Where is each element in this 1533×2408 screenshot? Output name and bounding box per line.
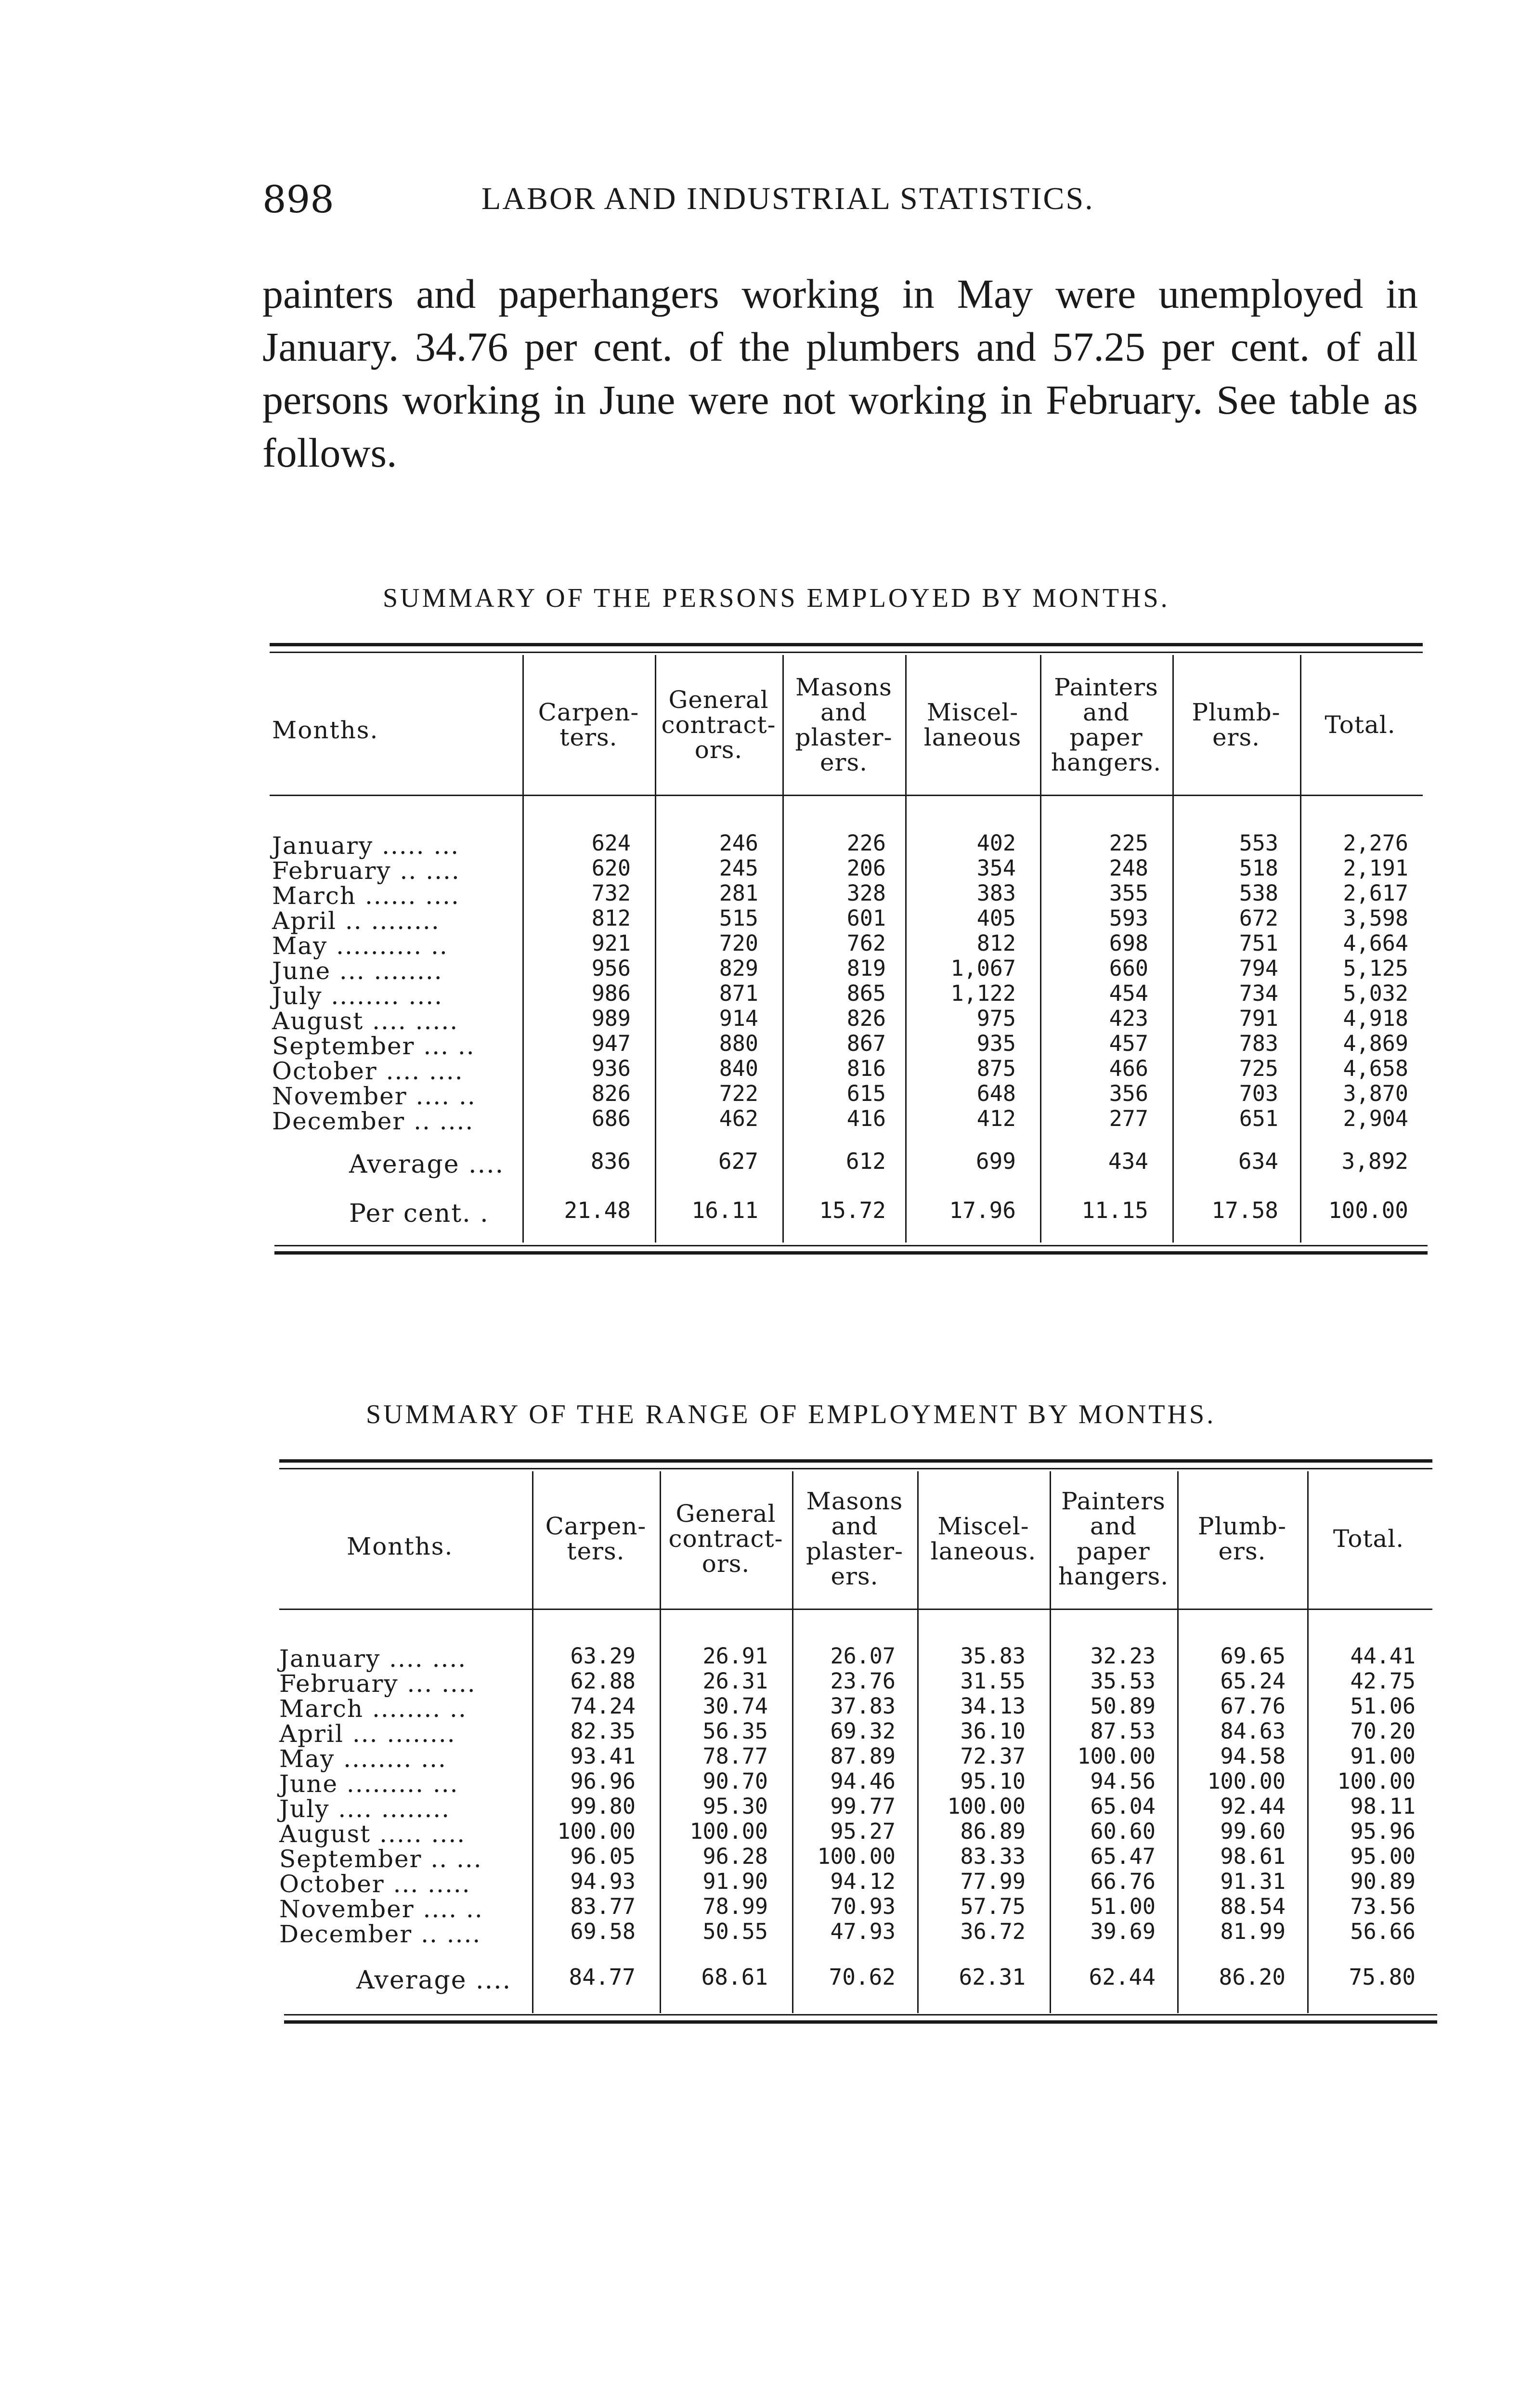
t1-cell: 277	[1109, 1106, 1148, 1131]
t2-cell: 51.00	[1090, 1894, 1156, 1919]
t2-cell: 35.53	[1090, 1668, 1156, 1694]
table1-top-rule	[270, 643, 1423, 646]
t1-cell: 2,904	[1343, 1106, 1408, 1131]
t2-month-label: June ......... ...	[279, 1770, 459, 1798]
t2-cell: 42.75	[1350, 1668, 1416, 1694]
t2-cell: 92.44	[1220, 1793, 1286, 1819]
t1-pct-painters-paperhangers: 11.15	[1081, 1197, 1148, 1223]
t2-column-carpenters	[510, 1644, 636, 1944]
t1-avg-total: 3,892	[1341, 1148, 1408, 1174]
t2-cell: 100.00	[947, 1793, 1026, 1819]
t1-cell: 354	[976, 855, 1016, 881]
t2-cell: 51.06	[1350, 1693, 1416, 1719]
t2-cell: 62.88	[570, 1668, 636, 1694]
t1-cell: 328	[846, 880, 886, 906]
t1-cell: 245	[719, 855, 758, 881]
t2-cell: 100.00	[689, 1819, 768, 1844]
t2-month-label: January .... ....	[279, 1645, 467, 1673]
t1-header-painters-paperhangers-line: hangers.	[1051, 748, 1162, 776]
t2-cell: 30.74	[702, 1693, 768, 1719]
t2-cell: 23.76	[830, 1668, 896, 1694]
t1-cell: 865	[846, 981, 886, 1006]
t1-header-painters-paperhangers-line: and	[1082, 698, 1130, 726]
t2-header-general-contractors-line: contract-	[668, 1525, 783, 1553]
t1-cell: 734	[1239, 981, 1278, 1006]
t2-month-label: April ... ........	[279, 1720, 456, 1748]
t1-month-label: March ...... ....	[272, 882, 460, 910]
t1-cell: 812	[976, 930, 1016, 956]
t2-cell: 35.83	[960, 1643, 1026, 1669]
t2-header-carpenters-line: ters.	[567, 1537, 625, 1565]
t2-header-painters-paperhangers-line: hangers.	[1058, 1562, 1169, 1590]
t2-header-masons-plasterers-line: ers.	[831, 1562, 879, 1590]
table2-top-rule-thin	[279, 1468, 1432, 1469]
t2-header-general-contractors-line: ors.	[702, 1550, 750, 1578]
t2-cell: 94.12	[830, 1869, 896, 1894]
t1-month-label: June ... ........	[272, 957, 443, 985]
t1-cell: 5,032	[1343, 981, 1408, 1006]
t2-cell: 56.35	[702, 1718, 768, 1744]
running-title: LABOR AND INDUSTRIAL STATISTICS.	[481, 181, 1094, 216]
t1-month-label: November .... ..	[272, 1082, 476, 1110]
table1-bottom-rule	[274, 1251, 1428, 1255]
t2-cell: 47.93	[830, 1919, 896, 1944]
t2-cell: 44.41	[1350, 1643, 1416, 1669]
t1-cell: 651	[1239, 1106, 1278, 1131]
t1-cell: 593	[1109, 905, 1148, 931]
t2-cell: 65.47	[1090, 1844, 1156, 1869]
t2-cell: 78.99	[702, 1894, 768, 1919]
t2-cell: 39.69	[1090, 1919, 1156, 1944]
t1-cell: 751	[1239, 930, 1278, 956]
t1-cell: 840	[719, 1056, 758, 1081]
t1-column-plumbers	[1153, 831, 1278, 1131]
t1-header-plumbers	[1172, 700, 1300, 750]
t1-header-masons-plasterers	[782, 675, 905, 775]
t2-header-carpenters	[532, 1514, 660, 1564]
t2-cell: 99.60	[1220, 1819, 1286, 1844]
t1-header-painters-paperhangers	[1040, 675, 1172, 775]
t1-column-painters-paperhangers	[1023, 831, 1148, 1131]
t1-cell: 462	[719, 1106, 758, 1131]
t1-month-label: April .. ........	[272, 907, 440, 935]
t2-cell: 26.31	[702, 1668, 768, 1694]
t1-cell: 829	[719, 955, 758, 981]
t1-cell: 826	[591, 1081, 631, 1106]
t2-header-masons-plasterers-line: plaster-	[806, 1537, 903, 1565]
t1-cell: 703	[1239, 1081, 1278, 1106]
t1-cell: 660	[1109, 955, 1148, 981]
t2-cell: 37.83	[830, 1693, 896, 1719]
t1-cell: 956	[591, 955, 631, 981]
t1-cell: 871	[719, 981, 758, 1006]
table2-months-column	[279, 1646, 483, 1947]
t1-cell: 989	[591, 1006, 631, 1031]
table1-title: SUMMARY OF THE PERSONS EMPLOYED BY MONTHS.	[383, 583, 1170, 613]
t2-header-painters-paperhangers-line: paper	[1077, 1537, 1150, 1565]
t1-cell: 3,598	[1343, 905, 1408, 931]
t2-avg-plumbers: 86.20	[1219, 1964, 1286, 1990]
t1-cell: 412	[976, 1106, 1016, 1131]
t1-cell: 875	[976, 1056, 1016, 1081]
t2-header-painters-paperhangers-line: Painters	[1061, 1487, 1166, 1515]
t1-cell: 615	[846, 1081, 886, 1106]
table1-average-label: Average ....	[349, 1150, 505, 1179]
t2-cell: 72.37	[960, 1743, 1026, 1769]
t1-avg-masons-plasterers: 612	[845, 1148, 886, 1174]
t2-cell: 81.99	[1220, 1919, 1286, 1944]
t2-header-total-line: Total.	[1333, 1525, 1404, 1553]
t2-cell: 93.41	[570, 1743, 636, 1769]
t2-column-miscellaneous	[900, 1644, 1026, 1944]
t2-month-label: September .. ...	[279, 1845, 482, 1873]
t1-cell: 416	[846, 1106, 886, 1131]
t1-month-label: January ..... ...	[272, 832, 460, 860]
t2-cell: 31.55	[960, 1668, 1026, 1694]
t1-header-masons-plasterers-line: Masons	[795, 673, 892, 701]
t1-column-total	[1283, 831, 1408, 1131]
t1-header-carpenters-line: Carpen-	[538, 698, 639, 726]
table2-bottom-rule-thin	[284, 2014, 1437, 2015]
t1-month-label: July ........ ....	[272, 982, 443, 1010]
t1-cell: 698	[1109, 930, 1148, 956]
t2-header-total	[1307, 1526, 1430, 1551]
t1-header-general-contractors-line: contract-	[661, 711, 776, 739]
t2-column-general-contractors	[643, 1644, 768, 1944]
t1-cell: 794	[1239, 955, 1278, 981]
t2-cell: 98.11	[1350, 1793, 1416, 1819]
t2-cell: 70.20	[1350, 1718, 1416, 1744]
t2-cell: 26.07	[830, 1643, 896, 1669]
t1-pct-miscellaneous: 17.96	[949, 1197, 1016, 1223]
t1-avg-general-contractors: 627	[718, 1148, 758, 1174]
t2-cell: 87.89	[830, 1743, 896, 1769]
t1-cell: 355	[1109, 880, 1148, 906]
t2-cell: 95.96	[1350, 1819, 1416, 1844]
table2-bottom-rule	[284, 2020, 1437, 2024]
t1-month-label: September ... ..	[272, 1032, 475, 1060]
t2-header-general-contractors-line: General	[676, 1500, 776, 1528]
t2-avg-painters-paperhangers: 62.44	[1089, 1964, 1156, 1990]
t1-avg-painters-paperhangers: 434	[1108, 1148, 1148, 1174]
t2-cell: 94.58	[1220, 1743, 1286, 1769]
t2-cell: 100.00	[1337, 1768, 1416, 1794]
t1-pct-carpenters: 21.48	[564, 1197, 631, 1223]
t2-header-plumbers-line: ers.	[1218, 1537, 1266, 1565]
table2-average-label: Average ....	[356, 1966, 512, 1995]
t1-cell: 553	[1239, 830, 1278, 856]
t1-cell: 620	[591, 855, 631, 881]
t2-cell: 67.76	[1220, 1693, 1286, 1719]
t2-avg-general-contractors: 68.61	[701, 1964, 768, 1990]
t1-month-label: May .......... ..	[272, 932, 448, 960]
t2-month-label: May ........ ...	[279, 1745, 447, 1773]
t2-cell: 94.46	[830, 1768, 896, 1794]
t1-cell: 975	[976, 1006, 1016, 1031]
t1-cell: 935	[976, 1031, 1016, 1056]
t1-cell: 538	[1239, 880, 1278, 906]
t1-cell: 914	[719, 1006, 758, 1031]
t1-cell: 405	[976, 905, 1016, 931]
t2-header-masons-plasterers	[792, 1489, 917, 1589]
t2-cell: 91.00	[1350, 1743, 1416, 1769]
t1-cell: 4,658	[1343, 1056, 1408, 1081]
t1-cell: 986	[591, 981, 631, 1006]
t1-cell: 1,067	[950, 955, 1016, 981]
t1-cell: 601	[846, 905, 886, 931]
t2-header-plumbers	[1177, 1514, 1307, 1564]
t2-header-miscellaneous-line: Miscel-	[937, 1512, 1029, 1540]
t2-column-masons-plasterers	[770, 1644, 896, 1944]
t2-cell: 100.00	[1207, 1768, 1286, 1794]
t2-month-label: February ... ....	[279, 1670, 476, 1698]
t1-cell: 826	[846, 1006, 886, 1031]
t2-cell: 100.00	[1077, 1743, 1156, 1769]
t1-cell: 2,617	[1343, 880, 1408, 906]
t1-cell: 921	[591, 930, 631, 956]
t1-header-masons-plasterers-line: plaster-	[795, 723, 893, 751]
t1-cell: 457	[1109, 1031, 1148, 1056]
table2-top-rule	[279, 1459, 1432, 1463]
t1-header-painters-paperhangers-line: Painters	[1054, 673, 1158, 701]
t2-cell: 69.58	[570, 1919, 636, 1944]
t2-header-miscellaneous	[917, 1514, 1050, 1564]
t2-cell: 56.66	[1350, 1919, 1416, 1944]
t1-cell: 206	[846, 855, 886, 881]
t1-cell: 4,918	[1343, 1006, 1408, 1031]
t1-avg-carpenters: 836	[590, 1148, 631, 1174]
t1-cell: 783	[1239, 1031, 1278, 1056]
t2-cell: 100.00	[557, 1819, 636, 1844]
t2-cell: 90.70	[702, 1768, 768, 1794]
t1-pct-general-contractors: 16.11	[691, 1197, 758, 1223]
t2-header-general-contractors	[660, 1501, 792, 1576]
table1-percent-label: Per cent. .	[349, 1199, 489, 1228]
t2-month-label: March ........ ..	[279, 1695, 467, 1723]
t1-cell: 3,870	[1343, 1081, 1408, 1106]
t1-header-plumbers-line: Plumb-	[1192, 698, 1281, 726]
t2-header-plumbers-line: Plumb-	[1197, 1512, 1287, 1540]
t2-cell: 99.77	[830, 1793, 896, 1819]
t1-cell: 686	[591, 1106, 631, 1131]
t2-cell: 26.91	[702, 1643, 768, 1669]
t1-cell: 454	[1109, 981, 1148, 1006]
t2-header-painters-paperhangers	[1050, 1489, 1177, 1589]
t1-cell: 722	[719, 1081, 758, 1106]
t1-header-plumbers-line: ers.	[1212, 723, 1260, 751]
t1-header-total	[1300, 712, 1420, 737]
t1-month-label: December .. ....	[272, 1107, 474, 1135]
t2-cell: 91.31	[1220, 1869, 1286, 1894]
t1-header-painters-paperhangers-line: paper	[1069, 723, 1143, 751]
t1-cell: 762	[846, 930, 886, 956]
t2-cell: 78.77	[702, 1743, 768, 1769]
t1-header-general-contractors-line: ors.	[694, 736, 743, 764]
t1-cell: 812	[591, 905, 631, 931]
t1-header-masons-plasterers-line: ers.	[819, 748, 868, 776]
t2-cell: 65.24	[1220, 1668, 1286, 1694]
t1-cell: 672	[1239, 905, 1278, 931]
t1-cell: 518	[1239, 855, 1278, 881]
intro-paragraph: painters and paperhangers working in May were unemployed in January. 34.76 per cent. of the plumbers and 57.25 per cent. of all persons working in June were not working in February. See table as follows.	[262, 271, 1418, 476]
t2-cell: 91.90	[702, 1869, 768, 1894]
t2-avg-carpenters: 84.77	[569, 1964, 636, 1990]
t2-avg-masons-plasterers: 70.62	[829, 1964, 896, 1990]
t2-cell: 94.56	[1090, 1768, 1156, 1794]
t1-cell: 5,125	[1343, 955, 1408, 981]
t2-month-label: August ..... ....	[279, 1820, 466, 1848]
t1-avg-miscellaneous: 699	[975, 1148, 1016, 1174]
t1-cell: 248	[1109, 855, 1148, 881]
t1-cell: 246	[719, 830, 758, 856]
t1-cell: 383	[976, 880, 1016, 906]
t1-cell: 725	[1239, 1056, 1278, 1081]
t1-cell: 791	[1239, 1006, 1278, 1031]
page-number: 898	[262, 178, 334, 222]
t1-cell: 816	[846, 1056, 886, 1081]
t2-cell: 60.60	[1090, 1819, 1156, 1844]
t2-cell: 95.30	[702, 1793, 768, 1819]
t1-cell: 225	[1109, 830, 1148, 856]
table1-bottom-rule-thin	[274, 1245, 1428, 1246]
t1-cell: 2,191	[1343, 855, 1408, 881]
t2-cell: 94.93	[570, 1869, 636, 1894]
t1-header-masons-plasterers-line: and	[820, 698, 868, 726]
table2-months-header: Months.	[347, 1532, 454, 1560]
t1-cell: 1,122	[950, 981, 1016, 1006]
t2-cell: 50.55	[702, 1919, 768, 1944]
t1-cell: 4,869	[1343, 1031, 1408, 1056]
t2-cell: 32.23	[1090, 1643, 1156, 1669]
t2-month-label: December .. ....	[279, 1920, 481, 1948]
t1-cell: 732	[591, 880, 631, 906]
t2-header-carpenters-line: Carpen-	[545, 1512, 647, 1540]
table1-months-header: Months.	[272, 716, 379, 744]
t1-cell: 4,664	[1343, 930, 1408, 956]
t1-cell: 356	[1109, 1081, 1148, 1106]
t2-cell: 57.75	[960, 1894, 1026, 1919]
t2-cell: 82.35	[570, 1718, 636, 1744]
t2-header-masons-plasterers-line: and	[831, 1512, 878, 1540]
t2-column-painters-paperhangers	[1030, 1644, 1156, 1944]
t2-cell: 70.93	[830, 1894, 896, 1919]
t2-cell: 83.33	[960, 1844, 1026, 1869]
t2-header-painters-paperhangers-line: and	[1090, 1512, 1137, 1540]
t1-pct-masons-plasterers: 15.72	[819, 1197, 886, 1223]
t2-cell: 69.65	[1220, 1643, 1286, 1669]
t1-cell: 867	[846, 1031, 886, 1056]
t2-month-label: October ... .....	[279, 1870, 471, 1898]
t1-cell: 281	[719, 880, 758, 906]
t1-cell: 423	[1109, 1006, 1148, 1031]
t2-cell: 83.77	[570, 1894, 636, 1919]
t2-cell: 86.89	[960, 1819, 1026, 1844]
t1-cell: 936	[591, 1056, 631, 1081]
t2-cell: 74.24	[570, 1693, 636, 1719]
t1-header-general-contractors-line: General	[668, 686, 769, 714]
t2-cell: 36.72	[960, 1919, 1026, 1944]
t1-header-carpenters-line: ters.	[559, 723, 618, 751]
t2-cell: 77.99	[960, 1869, 1026, 1894]
t2-header-masons-plasterers-line: Masons	[806, 1487, 903, 1515]
t2-cell: 69.32	[830, 1718, 896, 1744]
t1-month-label: October .... ....	[272, 1057, 464, 1085]
t1-column-carpenters	[506, 831, 631, 1131]
t2-cell: 100.00	[817, 1844, 896, 1869]
t2-column-plumbers	[1160, 1644, 1286, 1944]
t1-cell: 466	[1109, 1056, 1148, 1081]
t1-cell: 515	[719, 905, 758, 931]
t2-cell: 63.29	[570, 1643, 636, 1669]
t1-cell: 2,276	[1343, 830, 1408, 856]
t2-cell: 50.89	[1090, 1693, 1156, 1719]
t2-header-miscellaneous-line: laneous.	[930, 1537, 1037, 1565]
t2-cell: 95.00	[1350, 1844, 1416, 1869]
t2-cell: 98.61	[1220, 1844, 1286, 1869]
t2-cell: 73.56	[1350, 1894, 1416, 1919]
t1-column-general-contractors	[633, 831, 758, 1131]
t1-header-general-contractors	[655, 687, 782, 762]
t1-column-masons-plasterers	[761, 831, 886, 1131]
t1-header-miscellaneous	[905, 700, 1040, 750]
t2-cell: 87.53	[1090, 1718, 1156, 1744]
table1-months-column	[272, 833, 476, 1134]
t1-cell: 819	[846, 955, 886, 981]
t2-month-label: November .... ..	[279, 1895, 483, 1923]
t2-column-total	[1290, 1644, 1416, 1944]
table1-top-rule-thin	[270, 652, 1423, 653]
t2-cell: 95.10	[960, 1768, 1026, 1794]
t2-cell: 99.80	[570, 1793, 636, 1819]
t1-month-label: August .... .....	[272, 1007, 459, 1035]
t1-pct-plumbers: 17.58	[1211, 1197, 1278, 1223]
t2-cell: 90.89	[1350, 1869, 1416, 1894]
t2-cell: 95.27	[830, 1819, 896, 1844]
t1-month-label: February .. ....	[272, 857, 460, 885]
t2-cell: 36.10	[960, 1718, 1026, 1744]
t2-cell: 84.63	[1220, 1718, 1286, 1744]
t1-pct-total: 100.00	[1328, 1197, 1408, 1223]
t1-column-miscellaneous	[891, 831, 1016, 1131]
t1-cell: 947	[591, 1031, 631, 1056]
t2-cell: 34.13	[960, 1693, 1026, 1719]
t2-cell: 88.54	[1220, 1894, 1286, 1919]
table1-header-rule	[270, 795, 1423, 796]
t2-cell: 66.76	[1090, 1869, 1156, 1894]
t1-cell: 226	[846, 830, 886, 856]
t2-cell: 65.04	[1090, 1793, 1156, 1819]
t2-cell: 96.05	[570, 1844, 636, 1869]
t1-cell: 402	[976, 830, 1016, 856]
t1-avg-plumbers: 634	[1238, 1148, 1278, 1174]
t1-header-carpenters	[522, 700, 655, 750]
table2-header-rule	[279, 1609, 1432, 1610]
t2-cell: 96.96	[570, 1768, 636, 1794]
t2-cell: 96.28	[702, 1844, 768, 1869]
table2-title: SUMMARY OF THE RANGE OF EMPLOYMENT BY MONTHS.	[366, 1400, 1216, 1429]
t1-header-miscellaneous-line: Miscel-	[926, 698, 1019, 726]
t1-header-total-line: Total.	[1325, 711, 1396, 739]
t1-header-miscellaneous-line: laneous	[923, 723, 1022, 751]
t1-cell: 648	[976, 1081, 1016, 1106]
t2-month-label: July .... ........	[279, 1795, 450, 1823]
t2-avg-total: 75.80	[1349, 1964, 1416, 1990]
t1-cell: 720	[719, 930, 758, 956]
t2-avg-miscellaneous: 62.31	[959, 1964, 1026, 1990]
t1-cell: 624	[591, 830, 631, 856]
t1-cell: 880	[719, 1031, 758, 1056]
